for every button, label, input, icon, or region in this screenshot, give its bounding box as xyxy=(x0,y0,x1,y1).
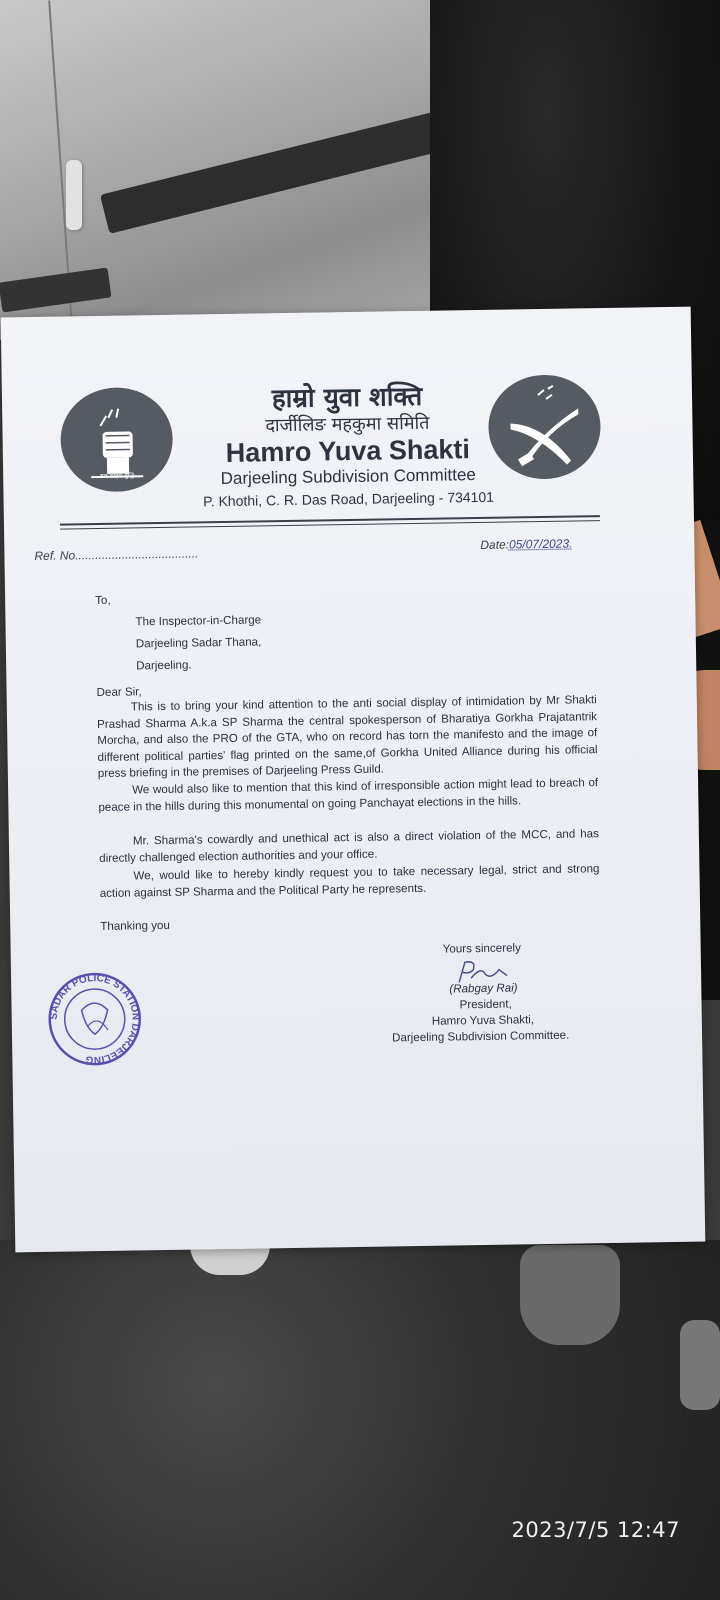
nepali-title: हाम्रो युवा शक्ति xyxy=(271,381,423,415)
paragraph-1: This is to bring your kind attention to the anti social display of intimidation by Mr Shakti Prashad Sharma A.k.a SP Sharma the central spokesperson of Bharatiya Gorkha Prajatantrik Morcha, and also the PRO of the GTA, who on record has torn the manifesto and the image of different political parties' flag printed on the same,of Gorkha United Alliance during his official press briefing in the premises of Darjeeling Press Guild. xyxy=(96,693,598,781)
signature-block xyxy=(391,938,611,1045)
shoe xyxy=(520,1245,620,1345)
letter-document xyxy=(1,307,706,1253)
reference-number: Ref. No..................................... xyxy=(34,546,199,563)
signatory-committee: Darjeeling Subdivision Committee. xyxy=(391,1028,570,1045)
date-field xyxy=(480,537,572,552)
stamp-text: SADAR POLICE STATION DARJEELING xyxy=(48,973,141,1066)
organization-title: Hamro Yuva Shakti xyxy=(225,434,471,468)
recipient-line-2: Darjeeling Sadar Thana, xyxy=(135,635,262,651)
date-label: Date: xyxy=(480,537,510,552)
closing-line: Thanking you xyxy=(100,918,170,933)
organization-subtitle: Darjeeling Subdivision Committee xyxy=(220,465,476,489)
signoff: Yours sincerely xyxy=(442,941,521,956)
paragraph-3: Mr. Sharma's cowardly and unethical act is also a direct violation of the MCC, and has directly challenged election authorities and your office. xyxy=(99,827,599,865)
recipient-line-3: Darjeeling. xyxy=(136,658,192,673)
police-station-stamp xyxy=(45,969,145,1069)
shoe xyxy=(680,1320,720,1410)
signatory-role: President, xyxy=(459,997,512,1012)
signatory-organization: Hamro Yuva Shakti, xyxy=(431,1013,535,1028)
photo-timestamp: 2023/7/5 12:47 xyxy=(511,1518,680,1542)
salutation: Dear Sir, xyxy=(96,685,142,700)
date-value: 05/07/2023. xyxy=(508,536,573,552)
to-line: To, xyxy=(95,593,111,608)
svg-text:SADAR POLICE STATION DARJEELIN xyxy=(48,972,142,1066)
logo-motto: बल-साहस-बुद्धि xyxy=(100,473,135,480)
recipient-line-1: The Inspector-in-Charge xyxy=(135,613,262,629)
organization-address: P. Khothi, C. R. Das Road, Darjeeling - 734101 xyxy=(203,488,495,510)
nepali-subtitle: दार्जीलिङ महकुमा समिति xyxy=(265,412,430,437)
signatory-name: (Rabgay Rai) xyxy=(449,981,518,996)
paragraph-4: We, would like to hereby kindly request you to take necessary legal, strict and strong action against SP Sharma and the Political Party he represents. xyxy=(99,862,600,900)
paragraph-2: We would also like to mention that this kind of irresponsible action might lead to breach of peace in the hills during this monumental on going Panchayat elections in the hills. xyxy=(98,776,599,814)
car-door-handle xyxy=(66,160,82,230)
